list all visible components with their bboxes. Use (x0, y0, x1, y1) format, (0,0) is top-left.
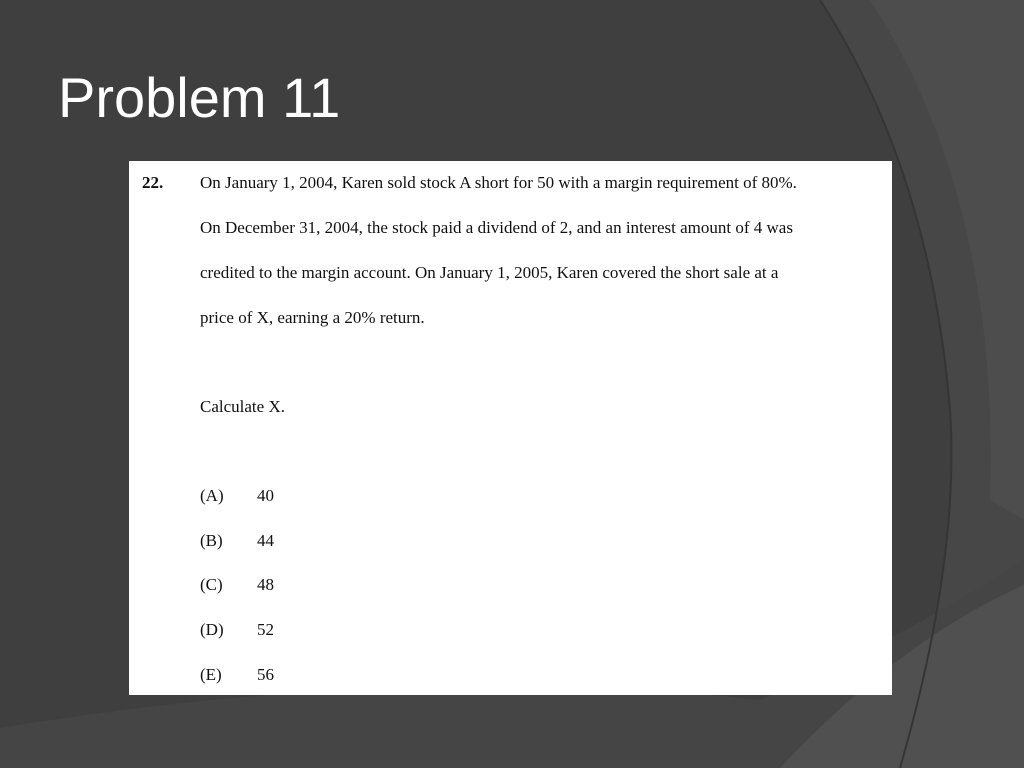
question-number: 22. (142, 173, 164, 192)
option-value: 52 (257, 620, 274, 639)
question-line: price of X, earning a 20% return. (200, 308, 425, 327)
option-label: (D) (200, 620, 224, 639)
question-line: On December 31, 2004, the stock paid a dividend of 2, and an interest amount of 4 was (200, 218, 793, 237)
option-label: (E) (200, 665, 222, 684)
question-prompt: Calculate X. (200, 397, 285, 416)
option-label: (A) (200, 486, 224, 505)
option-value: 56 (257, 665, 274, 684)
question-line: credited to the margin account. On January 1, 2005, Karen covered the short sale at a (200, 263, 779, 282)
question-line: On January 1, 2004, Karen sold stock A short for 50 with a margin requirement of 80%. (200, 173, 797, 192)
option-value: 48 (257, 575, 274, 594)
option-value: 40 (257, 486, 274, 505)
option-value: 44 (257, 531, 274, 550)
problem-image (129, 161, 892, 695)
slide-title: Problem 11 (58, 66, 341, 129)
option-label: (C) (200, 575, 223, 594)
option-label: (B) (200, 531, 223, 550)
